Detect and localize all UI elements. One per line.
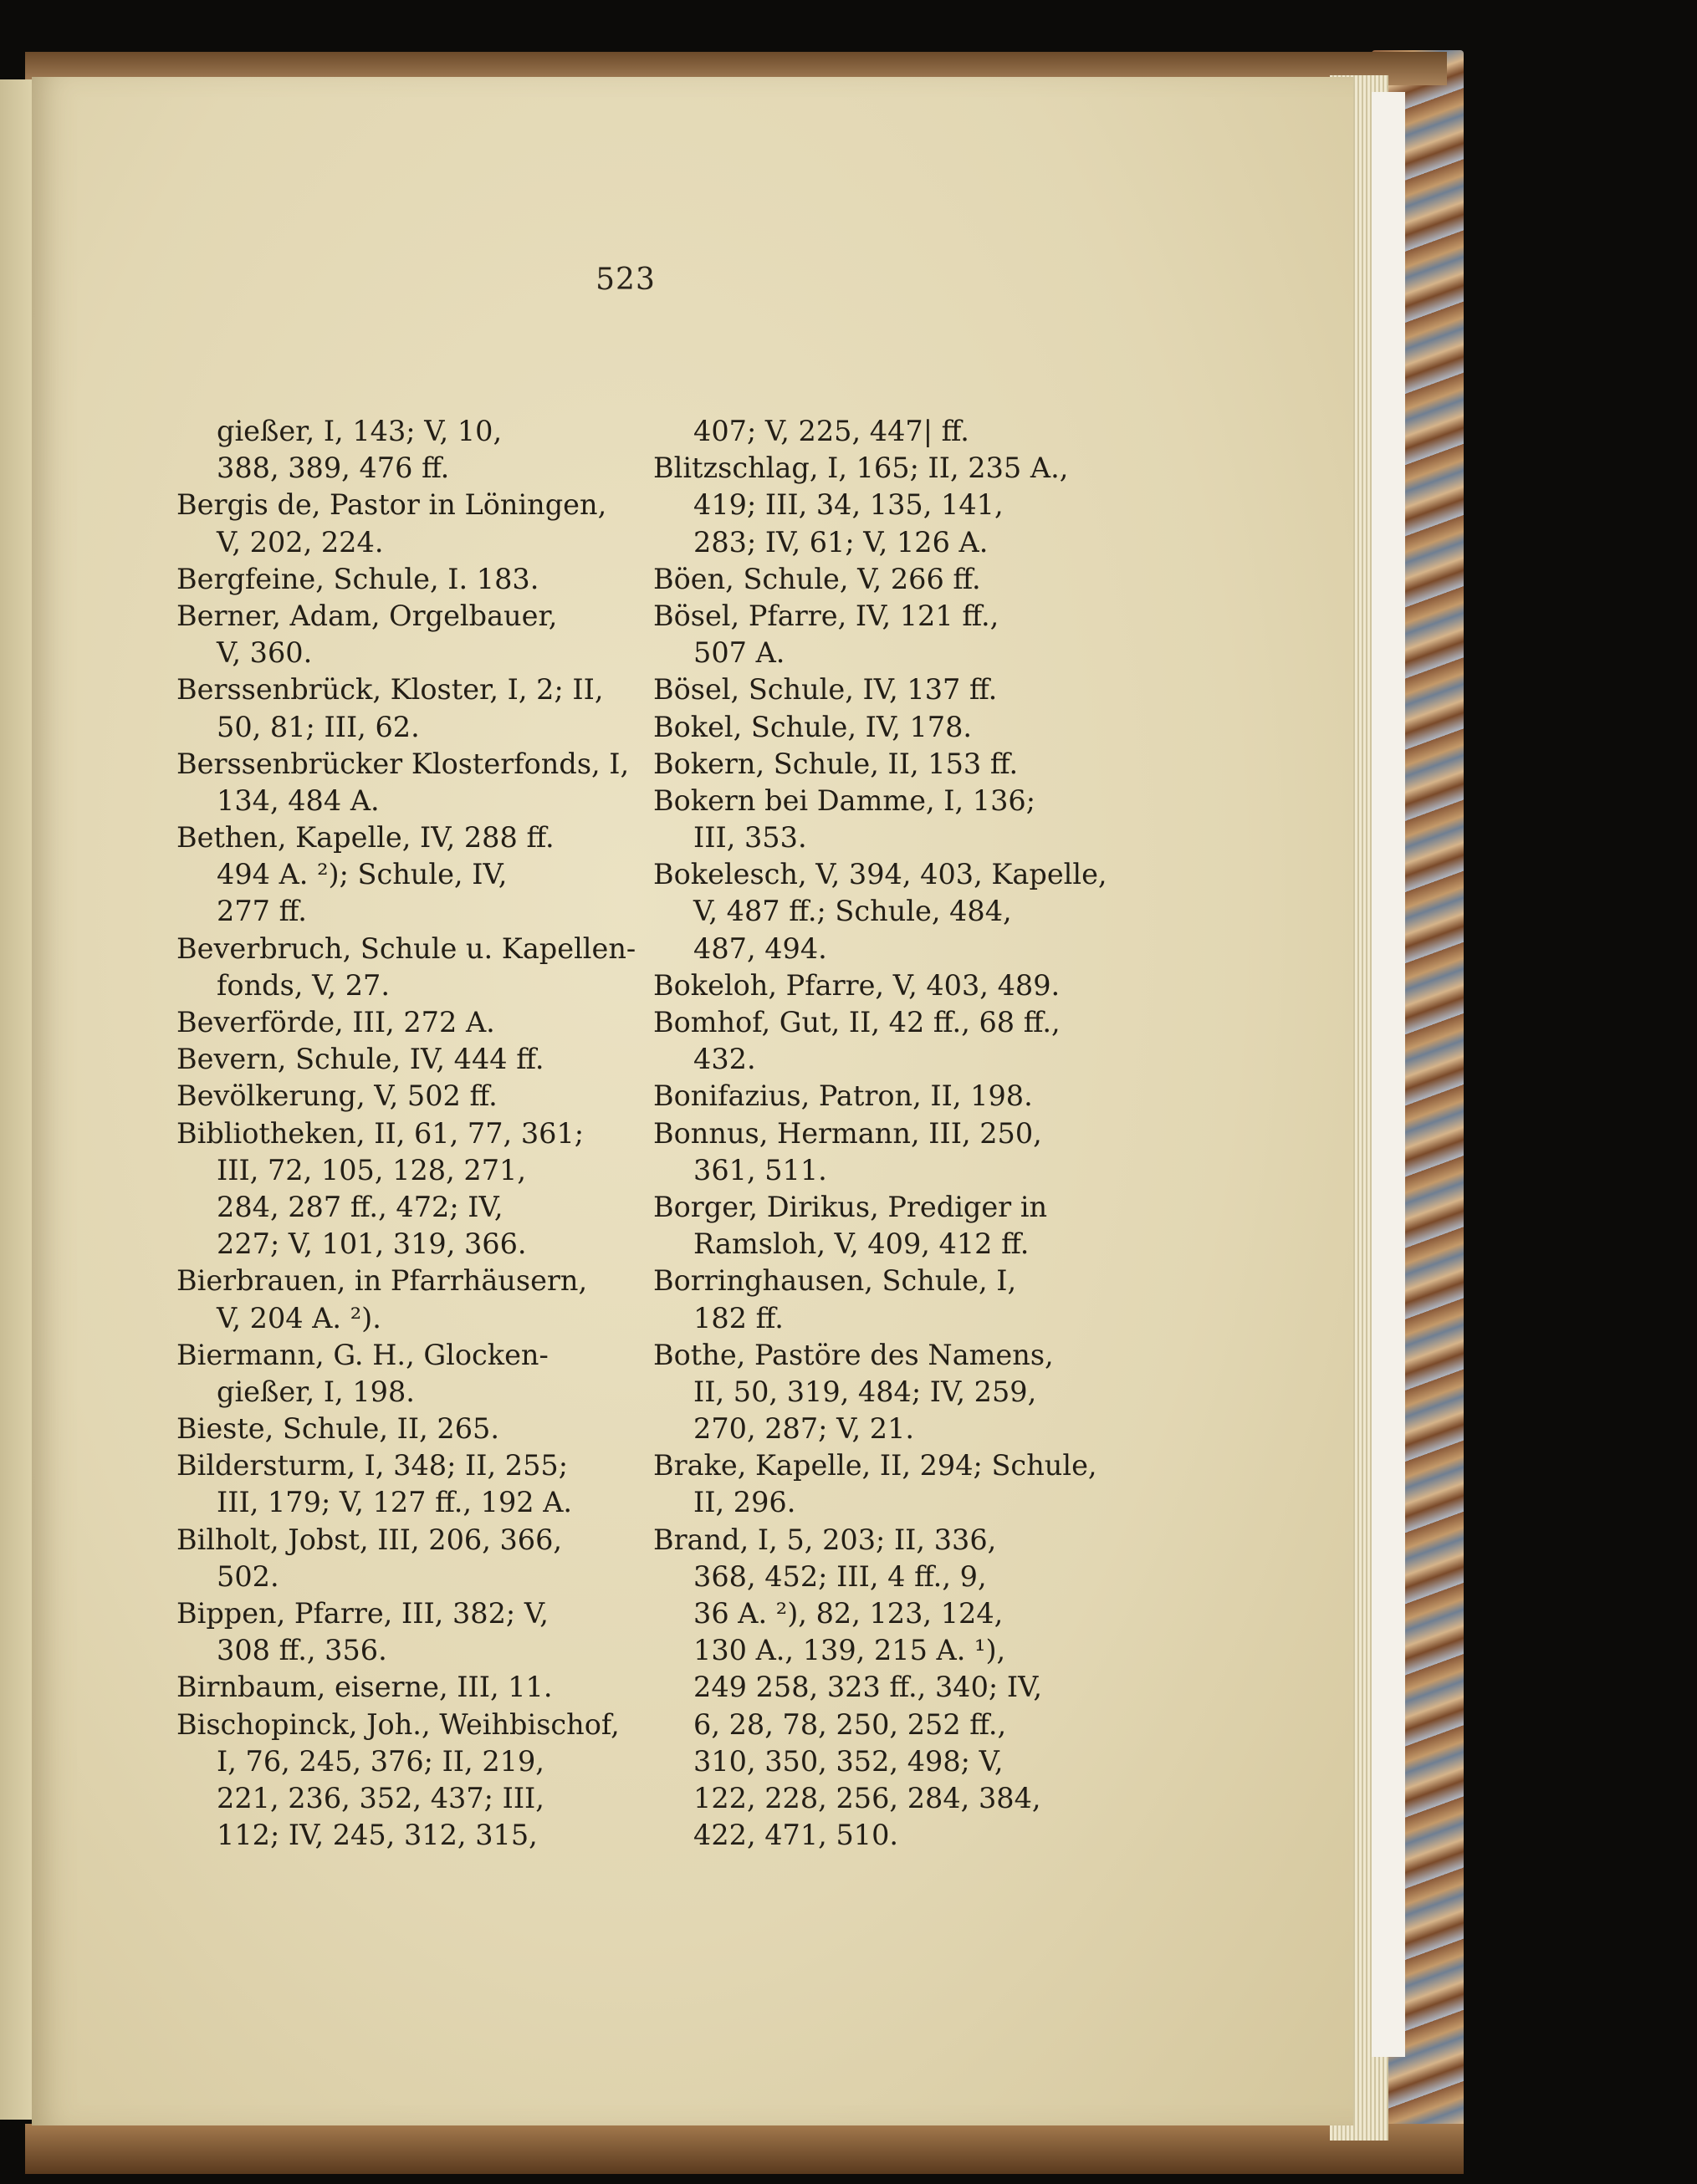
index-line: 284, 287 ff., 472; IV, [217,1190,503,1223]
index-line: V, 360. [217,636,313,670]
index-line: Brand, I, 5, 203; II, 336, [653,1523,997,1556]
index-line: Bergfeine, Schule, I. 183. [176,562,539,595]
index-line: 487, 494. [693,931,827,965]
index-line: 277 ff. [217,895,307,928]
index-line: 122, 228, 256, 284, 384, [693,1781,1041,1814]
index-line: 270, 287; V, 21. [693,1412,915,1446]
index-line: fonds, V, 27. [217,968,390,1002]
index-line: Böen, Schule, V, 266 ff. [653,562,981,595]
index-line: II, 296. [693,1486,796,1519]
index-line: Ramsloh, V, 409, 412 ff. [693,1227,1030,1261]
index-line: Bildersturm, I, 348; II, 255; [176,1449,569,1482]
index-line: Bergis de, Pastor in Löningen, [176,488,607,522]
index-line: Bonifazius, Patron, II, 198. [653,1079,1033,1113]
index-line: Bischopinck, Joh., Weihbischof, [176,1707,620,1741]
index-line: Bippen, Pfarre, III, 382; V, [176,1597,549,1630]
index-line: 134, 484 A. [217,783,380,817]
index-line: Berssenbrücker Klosterfonds, I, [176,747,630,780]
index-line: 283; IV, 61; V, 126 A. [693,525,989,559]
index-line: 361, 511. [693,1153,827,1186]
index-line: III, 179; V, 127 ff., 192 A. [217,1486,573,1519]
index-column-right [653,413,1122,1854]
index-line: 422, 471, 510. [693,1819,899,1852]
index-line: Biermann, G. H., Glocken- [176,1338,549,1371]
index-line: 407; V, 225, 447| ff. [693,415,969,447]
index-line: 310, 350, 352, 498; V, [693,1744,1004,1778]
index-line: 50, 81; III, 62. [217,710,420,743]
index-line: Bösel, Schule, IV, 137 ff. [653,673,998,707]
index-line: Beverbruch, Schule u. Kapellen- [176,931,636,965]
page-number: 523 [595,263,656,297]
index-line: 249 258, 323 ff., 340; IV, [693,1671,1043,1704]
index-line: Bibliotheken, II, 61, 77, 361; [176,1116,585,1150]
index-line: 432. [693,1043,756,1076]
index-line: III, 72, 105, 128, 271, [217,1153,526,1186]
index-line: Beverförde, III, 272 A. [176,1006,495,1038]
index-line: Bokern, Schule, II, 153 ff. [653,747,1019,780]
index-line: 368, 452; III, 4 ff., 9, [693,1559,987,1593]
index-column-left [176,413,645,1854]
index-line: 507 A. [693,636,785,670]
index-line: Bevölkerung, V, 502 ff. [176,1079,498,1113]
index-line: 419; III, 34, 135, 141, [693,488,1004,522]
index-line: gießer, I, 198. [217,1375,415,1408]
index-line: Bierbrauen, in Pfarrhäusern, [176,1264,588,1298]
index-line: Birnbaum, eiserne, III, 11. [176,1671,553,1704]
index-line: Bieste, Schule, II, 265. [176,1412,499,1446]
index-line: Bonnus, Hermann, III, 250, [653,1116,1042,1150]
index-line: V, 487 ff.; Schule, 484, [693,895,1012,928]
index-line: 388, 389, 476 ff. [217,452,450,485]
index-line: Bothe, Pastöre des Namens, [653,1338,1054,1371]
index-line: 6, 28, 78, 250, 252 ff., [693,1707,1007,1741]
flyleaf-sheet [1372,92,1405,2057]
index-line: 36 A. ²), 82, 123, 124, [693,1597,1004,1630]
index-line: II, 50, 319, 484; IV, 259, [693,1375,1037,1408]
cover-edge-bottom [25,2124,1464,2174]
index-line: Bokern bei Damme, I, 136; [653,783,1036,817]
index-line: Bilholt, Jobst, III, 206, 366, [176,1523,563,1556]
index-line: Bokeloh, Pfarre, V, 403, 489. [653,968,1061,1002]
book-page [32,77,1353,2125]
index-line: V, 204 A. ²). [217,1301,381,1334]
index-line: 227; V, 101, 319, 366. [217,1227,527,1261]
index-line: Brake, Kapelle, II, 294; Schule, [653,1449,1097,1482]
index-line: Borringhausen, Schule, I, [653,1264,1017,1298]
index-line: Berner, Adam, Orgelbauer, [176,599,558,632]
index-line: Blitzschlag, I, 165; II, 235 A., [653,452,1069,485]
index-line: Bokel, Schule, IV, 178. [653,710,973,743]
index-line: 308 ff., 356. [217,1634,387,1667]
index-line: Berssenbrück, Kloster, I, 2; II, [176,673,604,707]
index-line: I, 76, 245, 376; II, 219, [217,1744,544,1778]
verso-page-edge [0,79,33,2120]
index-line: 130 A., 139, 215 A. ¹), [693,1634,1006,1667]
index-line: III, 353. [693,821,807,855]
index-line: 502. [217,1559,279,1593]
index-line: gießer, I, 143; V, 10, [217,415,503,447]
index-line: Bevern, Schule, IV, 444 ff. [176,1043,544,1076]
index-line: 182 ff. [693,1301,784,1334]
index-line: Borger, Dirikus, Prediger in [653,1190,1048,1223]
index-line: Bomhof, Gut, II, 42 ff., 68 ff., [653,1006,1061,1038]
index-line: Bethen, Kapelle, IV, 288 ff. [176,821,555,855]
index-line: 494 A. ²); Schule, IV, [217,858,508,891]
index-line: V, 202, 224. [217,525,384,559]
index-line: 221, 236, 352, 437; III, [217,1781,544,1814]
index-line: 112; IV, 245, 312, 315, [217,1819,538,1852]
index-line: Bokelesch, V, 394, 403, Kapelle, [653,858,1107,891]
index-line: Bösel, Pfarre, IV, 121 ff., [653,599,999,632]
